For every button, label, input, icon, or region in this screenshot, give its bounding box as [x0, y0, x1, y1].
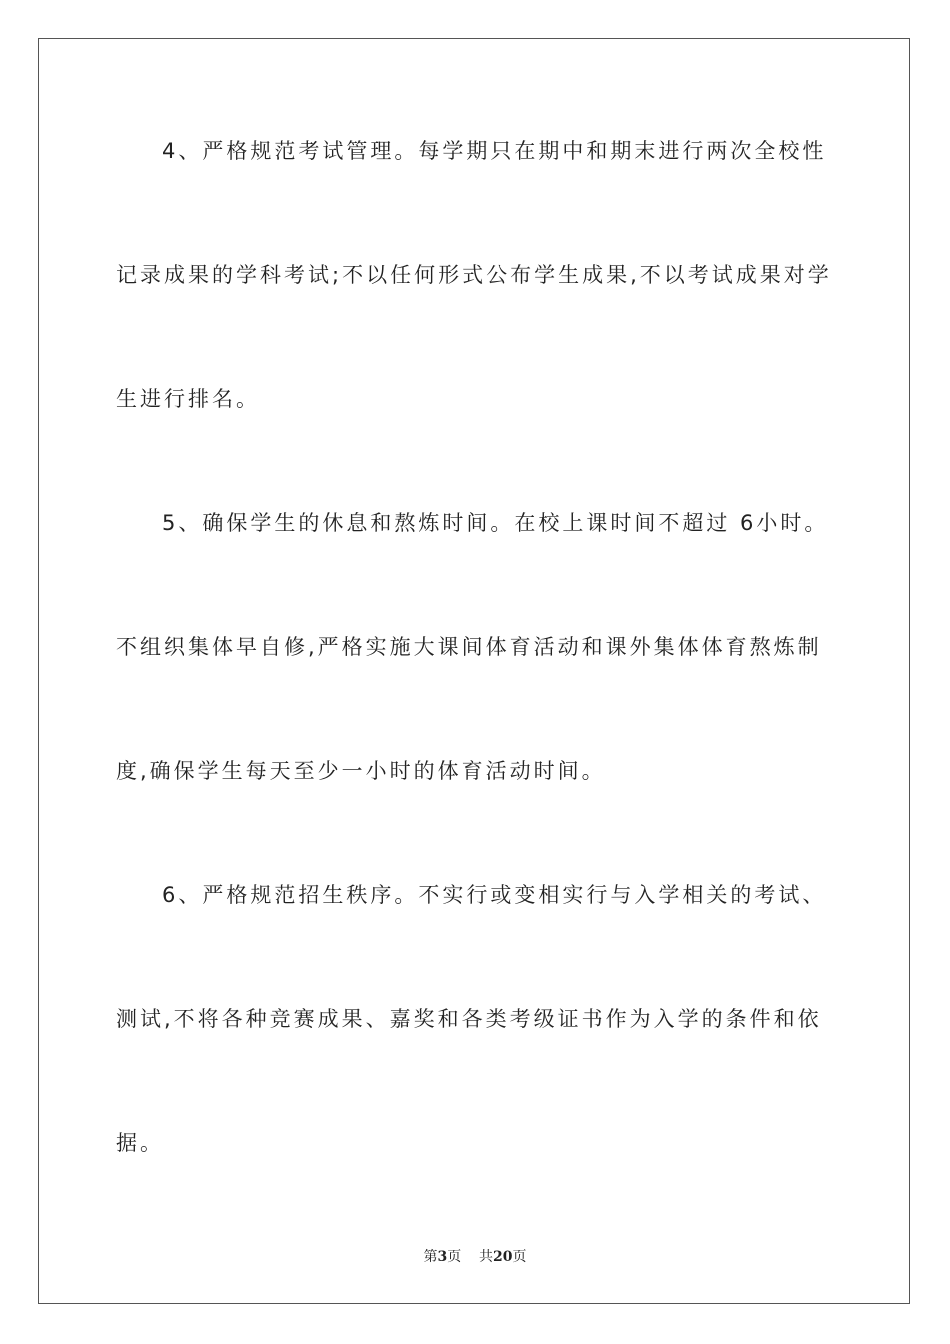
- footer-total-number: 20: [493, 1249, 513, 1265]
- page-footer: [0, 1246, 950, 1266]
- paragraph-6-line-2: 测试,不将各种竞赛成果、嘉奖和各类考级证书作为入学的条件和依: [116, 1007, 822, 1031]
- footer-total-suffix: 页: [512, 1249, 527, 1265]
- paragraph-4-line-2: 记录成果的学科考试;不以任何形式公布学生成果,不以考试成果对学: [116, 263, 832, 287]
- footer-page-number: 3: [437, 1249, 448, 1265]
- footer-page-prefix: 第: [423, 1249, 438, 1265]
- page-border: [38, 38, 910, 1304]
- paragraph-5-line-2: 不组织集体早自修,严格实施大课间体育活动和课外集体体育熬炼制: [116, 635, 822, 659]
- footer-total-prefix: 共: [479, 1249, 494, 1265]
- paragraph-5-line-1: 5、确保学生的休息和熬炼时间。在校上课时间不超过 6小时。: [162, 511, 829, 535]
- paragraph-4-line-3: 生进行排名。: [116, 387, 260, 411]
- paragraph-6-line-1: 6、严格规范招生秩序。不实行或变相实行与入学相关的考试、: [162, 883, 827, 907]
- footer-page-suffix: 页: [447, 1249, 462, 1265]
- paragraph-5-line-3: 度,确保学生每天至少一小时的体育活动时间。: [116, 759, 606, 783]
- paragraph-4-line-1: 4、严格规范考试管理。每学期只在期中和期末进行两次全校性: [162, 139, 827, 163]
- paragraph-6-line-3: 据。: [116, 1131, 164, 1155]
